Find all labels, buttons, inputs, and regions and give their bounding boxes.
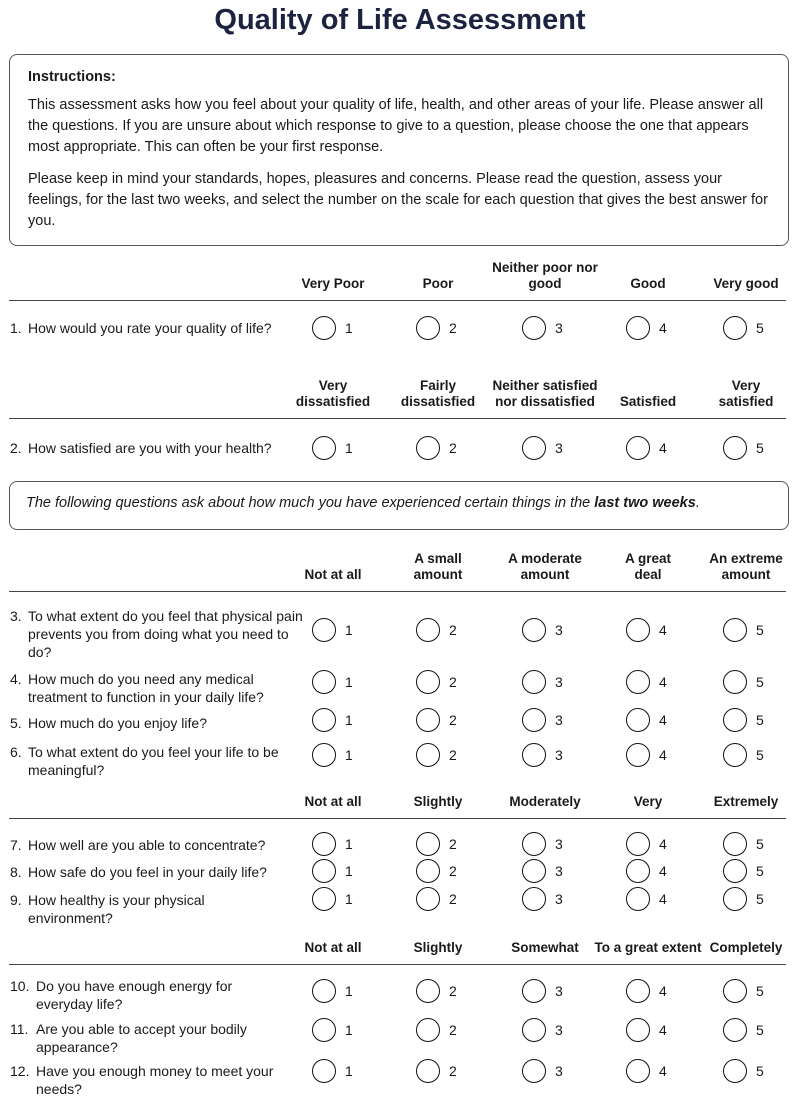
q3-option-2[interactable] — [416, 618, 476, 646]
option-value: 2 — [449, 320, 457, 336]
option-value: 2 — [449, 747, 457, 763]
question-number: 5. — [10, 715, 22, 731]
option-value: 3 — [555, 1063, 563, 1079]
q7-option-4[interactable] — [626, 832, 686, 860]
question-text: How much do you enjoy life? — [28, 715, 207, 731]
divider — [9, 964, 786, 965]
radio-circle[interactable] — [522, 436, 546, 460]
option-value: 3 — [555, 983, 563, 999]
divider — [9, 418, 786, 419]
radio-circle[interactable] — [723, 832, 747, 856]
q4-option-2[interactable] — [416, 670, 476, 698]
option-value: 1 — [345, 747, 353, 763]
scale-2-label-4: Satisfied — [619, 394, 677, 409]
q11-option-1[interactable] — [312, 1018, 372, 1046]
q6-option-5[interactable] — [723, 743, 783, 771]
scale-3-label-2: A small amount — [413, 551, 463, 582]
option-value: 5 — [756, 1022, 764, 1038]
radio-circle[interactable] — [416, 316, 440, 340]
q3-option-1[interactable] — [312, 618, 372, 646]
scale-5-label-4: To a great extent — [594, 940, 702, 955]
q11-option-5[interactable] — [723, 1018, 783, 1046]
instructions-box — [9, 54, 789, 246]
option-value: 2 — [449, 891, 457, 907]
question-text: Have you enough money to meet your needs? — [36, 1063, 274, 1097]
option-value: 3 — [555, 836, 563, 852]
option-value: 4 — [659, 674, 667, 690]
radio-circle[interactable] — [522, 708, 546, 732]
q6-option-4[interactable] — [626, 743, 686, 771]
q5-option-4[interactable] — [626, 708, 686, 736]
q6-option-1[interactable] — [312, 743, 372, 771]
option-value: 1 — [345, 320, 353, 336]
note-box — [9, 481, 789, 530]
scale-2-label-2: Fairly dissatisfied — [400, 378, 476, 409]
q5-option-3[interactable] — [522, 708, 582, 736]
radio-circle[interactable] — [626, 618, 650, 642]
option-value: 2 — [449, 440, 457, 456]
q2-option-2[interactable] — [416, 436, 476, 464]
option-value: 1 — [345, 712, 353, 728]
radio-circle[interactable] — [626, 887, 650, 911]
option-value: 3 — [555, 320, 563, 336]
divider — [9, 300, 786, 301]
q11-option-4[interactable] — [626, 1018, 686, 1046]
scale-2-label-1: Very dissatisfied — [295, 378, 371, 409]
instructions-heading: Instructions: — [28, 69, 116, 85]
divider — [9, 591, 786, 592]
option-value: 4 — [659, 622, 667, 638]
radio-circle[interactable] — [626, 1059, 650, 1083]
scale-1-label-5: Very good — [713, 276, 779, 291]
radio-circle[interactable] — [312, 708, 336, 732]
question-text: How well are you able to concentrate? — [28, 837, 266, 853]
q7-option-5[interactable] — [723, 832, 783, 860]
question-text: How satisfied are you with your health? — [28, 440, 272, 456]
question-text: To what extent do you feel that physical pain prevents you from doing what you need to do? — [28, 608, 303, 660]
q4-option-4[interactable] — [626, 670, 686, 698]
question-number: 1. — [10, 320, 22, 336]
option-value: 4 — [659, 863, 667, 879]
radio-circle[interactable] — [723, 743, 747, 767]
scale-4-label-5: Extremely — [713, 794, 779, 809]
q7-option-1[interactable] — [312, 832, 372, 860]
option-value: 5 — [756, 863, 764, 879]
radio-circle[interactable] — [626, 1018, 650, 1042]
q3-option-4[interactable] — [626, 618, 686, 646]
question-number: 10. — [10, 978, 30, 994]
radio-circle[interactable] — [626, 979, 650, 1003]
radio-circle[interactable] — [723, 670, 747, 694]
q1-option-1[interactable] — [312, 316, 372, 344]
radio-circle[interactable] — [522, 979, 546, 1003]
option-value: 2 — [449, 836, 457, 852]
scale-1-label-3: Neither poor nor good — [492, 260, 598, 291]
q12-option-1[interactable] — [312, 1059, 372, 1087]
question-number: 9. — [10, 892, 22, 908]
q2-option-4[interactable] — [626, 436, 686, 464]
q5-option-5[interactable] — [723, 708, 783, 736]
scale-5-label-5: Completely — [709, 940, 783, 955]
radio-circle[interactable] — [312, 859, 336, 883]
question-number: 8. — [10, 864, 22, 880]
radio-circle[interactable] — [626, 316, 650, 340]
question-text: Do you have enough energy for everyday life? — [36, 978, 233, 1012]
q7-option-2[interactable] — [416, 832, 476, 860]
scale-2-label-3: Neither satisfied nor dissatisfied — [492, 378, 598, 409]
radio-circle[interactable] — [416, 618, 440, 642]
radio-circle[interactable] — [626, 743, 650, 767]
q1-option-4[interactable] — [626, 316, 686, 344]
option-value: 3 — [555, 891, 563, 907]
radio-circle[interactable] — [312, 887, 336, 911]
radio-circle[interactable] — [723, 1059, 747, 1083]
radio-circle[interactable] — [522, 859, 546, 883]
q12-option-4[interactable] — [626, 1059, 686, 1087]
option-value: 5 — [756, 712, 764, 728]
note-emphasis: last two weeks — [594, 495, 696, 511]
radio-circle[interactable] — [312, 1059, 336, 1083]
radio-circle[interactable] — [522, 743, 546, 767]
radio-circle[interactable] — [416, 832, 440, 856]
radio-circle[interactable] — [522, 887, 546, 911]
q9-option-1[interactable] — [312, 887, 372, 915]
q12-option-2[interactable] — [416, 1059, 476, 1087]
radio-circle[interactable] — [416, 1018, 440, 1042]
q9-option-2[interactable] — [416, 887, 476, 915]
option-value: 4 — [659, 320, 667, 336]
q2-option-3[interactable] — [522, 436, 582, 464]
option-value: 4 — [659, 440, 667, 456]
radio-circle[interactable] — [416, 743, 440, 767]
radio-circle[interactable] — [723, 618, 747, 642]
q9-option-5[interactable] — [723, 887, 783, 915]
option-value: 3 — [555, 863, 563, 879]
radio-circle[interactable] — [723, 859, 747, 883]
option-value: 5 — [756, 891, 764, 907]
scale-4-label-1: Not at all — [304, 794, 362, 809]
radio-circle[interactable] — [522, 618, 546, 642]
radio-circle[interactable] — [416, 979, 440, 1003]
option-value: 1 — [345, 1022, 353, 1038]
option-value: 2 — [449, 1022, 457, 1038]
option-value: 4 — [659, 836, 667, 852]
scale-5-label-1: Not at all — [304, 940, 362, 955]
question-text: How healthy is your physical environment? — [28, 892, 205, 926]
scale-2-label-5: Very satisfied — [718, 378, 774, 409]
q6-option-3[interactable] — [522, 743, 582, 771]
option-value: 5 — [756, 674, 764, 690]
radio-circle[interactable] — [416, 887, 440, 911]
q8-option-5[interactable] — [723, 859, 783, 887]
option-value: 3 — [555, 622, 563, 638]
q1-option-2[interactable] — [416, 316, 476, 344]
option-value: 3 — [555, 674, 563, 690]
q3-option-5[interactable] — [723, 618, 783, 646]
question-number: 7. — [10, 837, 22, 853]
radio-circle[interactable] — [312, 1018, 336, 1042]
scale-4-label-2: Slightly — [413, 794, 463, 809]
q10-option-4[interactable] — [626, 979, 686, 1007]
scale-1-label-4: Good — [630, 276, 666, 291]
option-value: 1 — [345, 983, 353, 999]
q12-option-5[interactable] — [723, 1059, 783, 1087]
q4-option-3[interactable] — [522, 670, 582, 698]
q2-option-1[interactable] — [312, 436, 372, 464]
radio-circle[interactable] — [312, 618, 336, 642]
scale-3-label-1: Not at all — [304, 567, 362, 582]
option-value: 1 — [345, 440, 353, 456]
option-value: 2 — [449, 712, 457, 728]
instructions-paragraph-1: This assessment asks how you feel about your quality of life, health, and other areas of your life. Please answer all the questions. If you are unsure about which response to give to a question, please choose the one that appears most appropriate. This can often be your first response. — [28, 97, 764, 155]
q11-option-3[interactable] — [522, 1018, 582, 1046]
radio-circle[interactable] — [312, 670, 336, 694]
option-value: 2 — [449, 863, 457, 879]
scale-1-label-2: Poor — [422, 276, 454, 291]
option-value: 4 — [659, 712, 667, 728]
radio-circle[interactable] — [522, 1059, 546, 1083]
radio-circle[interactable] — [312, 436, 336, 460]
scale-3-label-5: An extreme amount — [709, 551, 783, 582]
q11-option-2[interactable] — [416, 1018, 476, 1046]
option-value: 4 — [659, 1022, 667, 1038]
scale-5-label-2: Slightly — [413, 940, 463, 955]
q8-option-2[interactable] — [416, 859, 476, 887]
option-value: 1 — [345, 674, 353, 690]
q7-option-3[interactable] — [522, 832, 582, 860]
page-title: Quality of Life Assessment — [214, 4, 586, 36]
q6-option-2[interactable] — [416, 743, 476, 771]
q8-option-1[interactable] — [312, 859, 372, 887]
radio-circle[interactable] — [626, 670, 650, 694]
option-value: 1 — [345, 863, 353, 879]
radio-circle[interactable] — [416, 670, 440, 694]
q5-option-1[interactable] — [312, 708, 372, 736]
radio-circle[interactable] — [723, 436, 747, 460]
note-text: The following questions ask about how much you have experienced certain things in the — [26, 495, 595, 511]
question-number: 11. — [10, 1021, 29, 1037]
scale-3-label-4: A great deal — [624, 551, 671, 582]
option-value: 5 — [756, 1063, 764, 1079]
question-number: 12. — [10, 1063, 30, 1079]
option-value: 5 — [756, 836, 764, 852]
q3-option-3[interactable] — [522, 618, 582, 646]
option-value: 5 — [756, 747, 764, 763]
question-text: How would you rate your quality of life? — [28, 320, 272, 336]
option-value: 5 — [756, 320, 764, 336]
scale-3-label-3: A moderate amount — [508, 551, 582, 582]
scale-4-label-4: Very — [633, 794, 663, 809]
radio-circle[interactable] — [522, 1018, 546, 1042]
q5-option-2[interactable] — [416, 708, 476, 736]
option-value: 1 — [345, 891, 353, 907]
question-number: 4. — [10, 671, 22, 687]
option-value: 1 — [345, 1063, 353, 1079]
radio-circle[interactable] — [522, 670, 546, 694]
option-value: 2 — [449, 622, 457, 638]
radio-circle[interactable] — [416, 708, 440, 732]
radio-circle[interactable] — [416, 859, 440, 883]
divider — [9, 818, 786, 819]
q10-option-5[interactable] — [723, 979, 783, 1007]
radio-circle[interactable] — [312, 316, 336, 340]
radio-circle[interactable] — [723, 979, 747, 1003]
option-value: 4 — [659, 747, 667, 763]
radio-circle[interactable] — [312, 832, 336, 856]
q2-option-5[interactable] — [723, 436, 783, 464]
option-value: 3 — [555, 747, 563, 763]
scale-5-label-3: Somewhat — [511, 940, 579, 955]
scale-1-label-1: Very Poor — [301, 276, 365, 291]
question-number: 2. — [10, 440, 22, 456]
radio-circle[interactable] — [416, 436, 440, 460]
radio-circle[interactable] — [723, 1018, 747, 1042]
radio-circle[interactable] — [522, 832, 546, 856]
radio-circle[interactable] — [312, 979, 336, 1003]
q1-option-3[interactable] — [522, 316, 582, 344]
option-value: 4 — [659, 1063, 667, 1079]
q1-option-5[interactable] — [723, 316, 783, 344]
option-value: 2 — [449, 983, 457, 999]
option-value: 5 — [756, 622, 764, 638]
radio-circle[interactable] — [626, 859, 650, 883]
note-end: . — [695, 495, 700, 511]
option-value: 3 — [555, 712, 563, 728]
instructions-paragraph-2: Please keep in mind your standards, hopes, pleasures and concerns. Please read the question, assess your feelings, for the last two weeks, and select the number on the scale for each question that gives the best answer for you. — [28, 171, 768, 229]
option-value: 3 — [555, 1022, 563, 1038]
option-value: 5 — [756, 983, 764, 999]
radio-circle[interactable] — [723, 316, 747, 340]
q10-option-3[interactable] — [522, 979, 582, 1007]
question-number: 6. — [10, 744, 22, 760]
radio-circle[interactable] — [723, 708, 747, 732]
q12-option-3[interactable] — [522, 1059, 582, 1087]
q10-option-2[interactable] — [416, 979, 476, 1007]
radio-circle[interactable] — [522, 316, 546, 340]
radio-circle[interactable] — [312, 743, 336, 767]
q10-option-1[interactable] — [312, 979, 372, 1007]
option-value: 4 — [659, 983, 667, 999]
radio-circle[interactable] — [626, 436, 650, 460]
question-text: To what extent do you feel your life to be meaningful? — [28, 744, 279, 778]
q4-option-1[interactable] — [312, 670, 372, 698]
radio-circle[interactable] — [723, 887, 747, 911]
radio-circle[interactable] — [416, 1059, 440, 1083]
radio-circle[interactable] — [626, 832, 650, 856]
option-value: 1 — [345, 836, 353, 852]
q4-option-5[interactable] — [723, 670, 783, 698]
radio-circle[interactable] — [626, 708, 650, 732]
q8-option-4[interactable] — [626, 859, 686, 887]
question-text: How much do you need any medical treatment to function in your daily life? — [28, 671, 264, 705]
option-value: 3 — [555, 440, 563, 456]
option-value: 2 — [449, 1063, 457, 1079]
q9-option-4[interactable] — [626, 887, 686, 915]
question-number: 3. — [10, 608, 22, 624]
scale-4-label-3: Moderately — [509, 794, 581, 809]
option-value: 1 — [345, 622, 353, 638]
option-value: 5 — [756, 440, 764, 456]
question-text: Are you able to accept your bodily appearance? — [36, 1021, 247, 1055]
question-text: How safe do you feel in your daily life? — [28, 864, 267, 880]
q9-option-3[interactable] — [522, 887, 582, 915]
option-value: 4 — [659, 891, 667, 907]
option-value: 2 — [449, 674, 457, 690]
q8-option-3[interactable] — [522, 859, 582, 887]
